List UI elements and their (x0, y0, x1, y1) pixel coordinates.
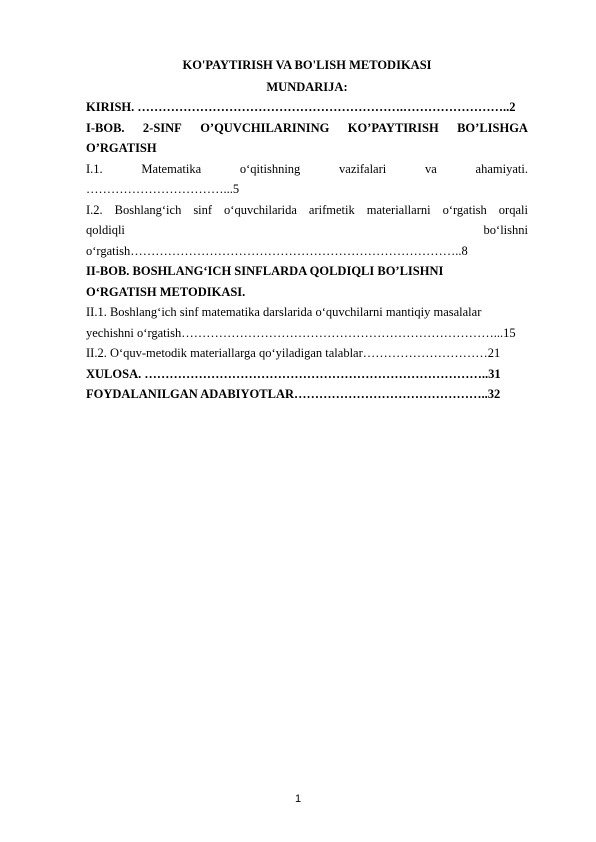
toc-word: sinf (193, 202, 213, 217)
toc-word: I.2. (86, 202, 103, 217)
toc-word: o‘rgatish (442, 202, 487, 217)
toc-entry-adabiyot: FOYDALANILGAN ADABIYOTLAR………………………………………..32 (86, 387, 501, 401)
toc-entry-bob2: II-BOB. BOSHLANG‘ICH SINFLARDA QOLDIQLI BO’LISHNI (86, 264, 444, 278)
toc-word: arifmetik (308, 202, 355, 217)
toc-word: BO’LISHGA (457, 120, 528, 135)
toc-word: ahamiyati. (475, 161, 528, 176)
toc-word: O’QUVCHILARINING (200, 120, 330, 135)
toc-word: bo‘lishni (483, 223, 528, 237)
toc-entry-bob1 (86, 118, 528, 139)
toc-entry-i1-cont: ……………………………...5 (86, 182, 240, 196)
toc-word: o‘qitishning (239, 161, 301, 176)
toc-entry-i1 (86, 159, 528, 180)
document-title: KO'PAYTIRISH VA BO'LISH METODIKASI (182, 58, 432, 72)
toc-entry-i2-end: o‘rgatish……………………………………………………………………..8 (86, 243, 468, 258)
toc-entry-xulosa: XULOSA. ………………………………………………………………………..31 (86, 366, 501, 381)
toc-entry-ii1: II.1. Boshlang‘ich sinf matematika darslarida o‘quvchilarni mantiqiy masalalar (86, 305, 482, 319)
toc-entry-ii1-cont: yechishni o‘rgatish…………………………………………………………………...15 (86, 325, 516, 340)
toc-entry-bob2-cont: O‘RGATISH METODIKASI. (86, 284, 246, 299)
toc-word: qoldiqli (86, 223, 125, 237)
toc-word: orqali (498, 202, 528, 217)
toc-word: 2-SINF (142, 120, 182, 135)
toc-word: vazifalari (339, 161, 387, 176)
toc-entry-kirish: KIRISH. ……………………………………………………….……………………..2 (86, 100, 516, 114)
toc-word: Boshlang‘ich (114, 202, 182, 217)
toc-word: Matematika (141, 161, 202, 176)
toc-entry-i2 (86, 200, 528, 221)
toc-word: o‘quvchilarida (224, 202, 297, 217)
page-number: 1 (294, 793, 302, 805)
toc-word: I.1. (86, 161, 103, 176)
toc-entry-bob1-cont: O’RGATISH (86, 141, 157, 155)
toc-entry-ii2: II.2. O‘quv-metodik materiallarga qo‘yiladigan talablar…………………………21 (86, 346, 501, 360)
toc-word: materiallarni (366, 202, 431, 217)
toc-entry-i2-cont (86, 220, 528, 241)
toc-heading: MUNDARIJA: (266, 80, 348, 94)
toc-content (86, 55, 528, 405)
toc-word: va (424, 161, 437, 176)
toc-word: I-BOB. (86, 120, 125, 135)
toc-word: KO’PAYTIRISH (347, 120, 439, 135)
